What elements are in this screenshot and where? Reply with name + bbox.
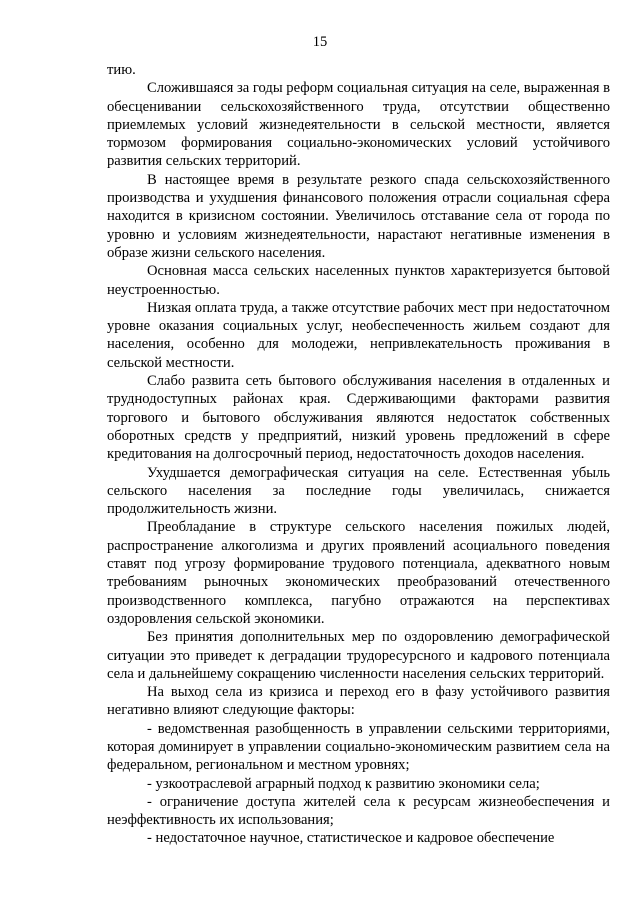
- list-item: - недостаточное научное, статистическое и кадровое обеспечение: [147, 830, 555, 847]
- body-text: [107, 61, 610, 848]
- paragraph: На выход села из кризиса и переход его в фазу устойчивого развития негативно влияют следующие факторы:: [107, 684, 610, 719]
- page-number: 15: [312, 34, 328, 50]
- paragraph: Основная масса сельских населенных пунктов характеризуется бытовой неустроенностью.: [107, 263, 610, 298]
- paragraph: Ухудшается демографическая ситуация на селе. Естественная убыль сельского населения за последние годы увеличилась, снижается продолжительность жизни.: [107, 464, 610, 518]
- paragraph: Без принятия дополнительных мер по оздоровлению демографической ситуации это приведет к деградации трудоресурсного и кадрового потенциала села и дальнейшему сокращению численности населения сельских территорий.: [107, 629, 610, 682]
- list-item: - узкоотраслевой аграрный подход к развитию экономики села;: [147, 775, 540, 792]
- paragraph: Преобладание в структуре сельского населения пожилых людей, распространение алкоголизма и других проявлений асоциального поведения ставят под угрозу формирование трудового потенциала, адекватного новым требованиям рыночных экономических преобразований отечественного производственного комплекса, пагубно отражаются на перспективах оздоровления сельской экономики.: [107, 519, 610, 627]
- list-item: - ведомственная разобщенность в управлении сельскими территориями, которая доминирует в управлении социально-экономическим развитием села на федеральном, региональном и местном уровнях;: [107, 720, 610, 774]
- paragraph: Сложившаяся за годы реформ социальная ситуация на селе, выраженная в обесценивании сельскохозяйственного труда, отсутствии общественно приемлемых условий жизнедеятельности в сельской местности, является тормозом формирования социально-экономических условий устойчивого развития сельских территорий.: [107, 80, 610, 170]
- paragraph: В настоящее время в результате резкого спада сельскохозяйственного производства и ухудшения финансового положения отрасли социальная сфера находится в кризисном состоянии. Увеличилось отставание села от города по уровню и условиям жизнедеятельности, нарастают негативные изменения в образе жизни сельского населения.: [107, 171, 610, 261]
- paragraph: Слабо развита сеть бытового обслуживания населения в отдаленных и труднодоступных районах края. Сдерживающими факторами развития торгового и бытового обслуживания являются недостаток собственных оборотных средств у предприятий, низкий уровень предложений в сфере кредитования на долгосрочный период, недостаточность доходов населения.: [107, 373, 610, 463]
- paragraph: тию.: [107, 62, 136, 78]
- paragraph: Низкая оплата труда, а также отсутствие рабочих мест при недостаточном уровне оказания социальных услуг, необеспеченность жильем создают для населения, особенно для молодежи, непривлекательность проживания в сельской местности.: [107, 299, 610, 371]
- list-item: - ограничение доступа жителей села к ресурсам жизнеобеспечения и неэффективность их использования;: [107, 793, 610, 829]
